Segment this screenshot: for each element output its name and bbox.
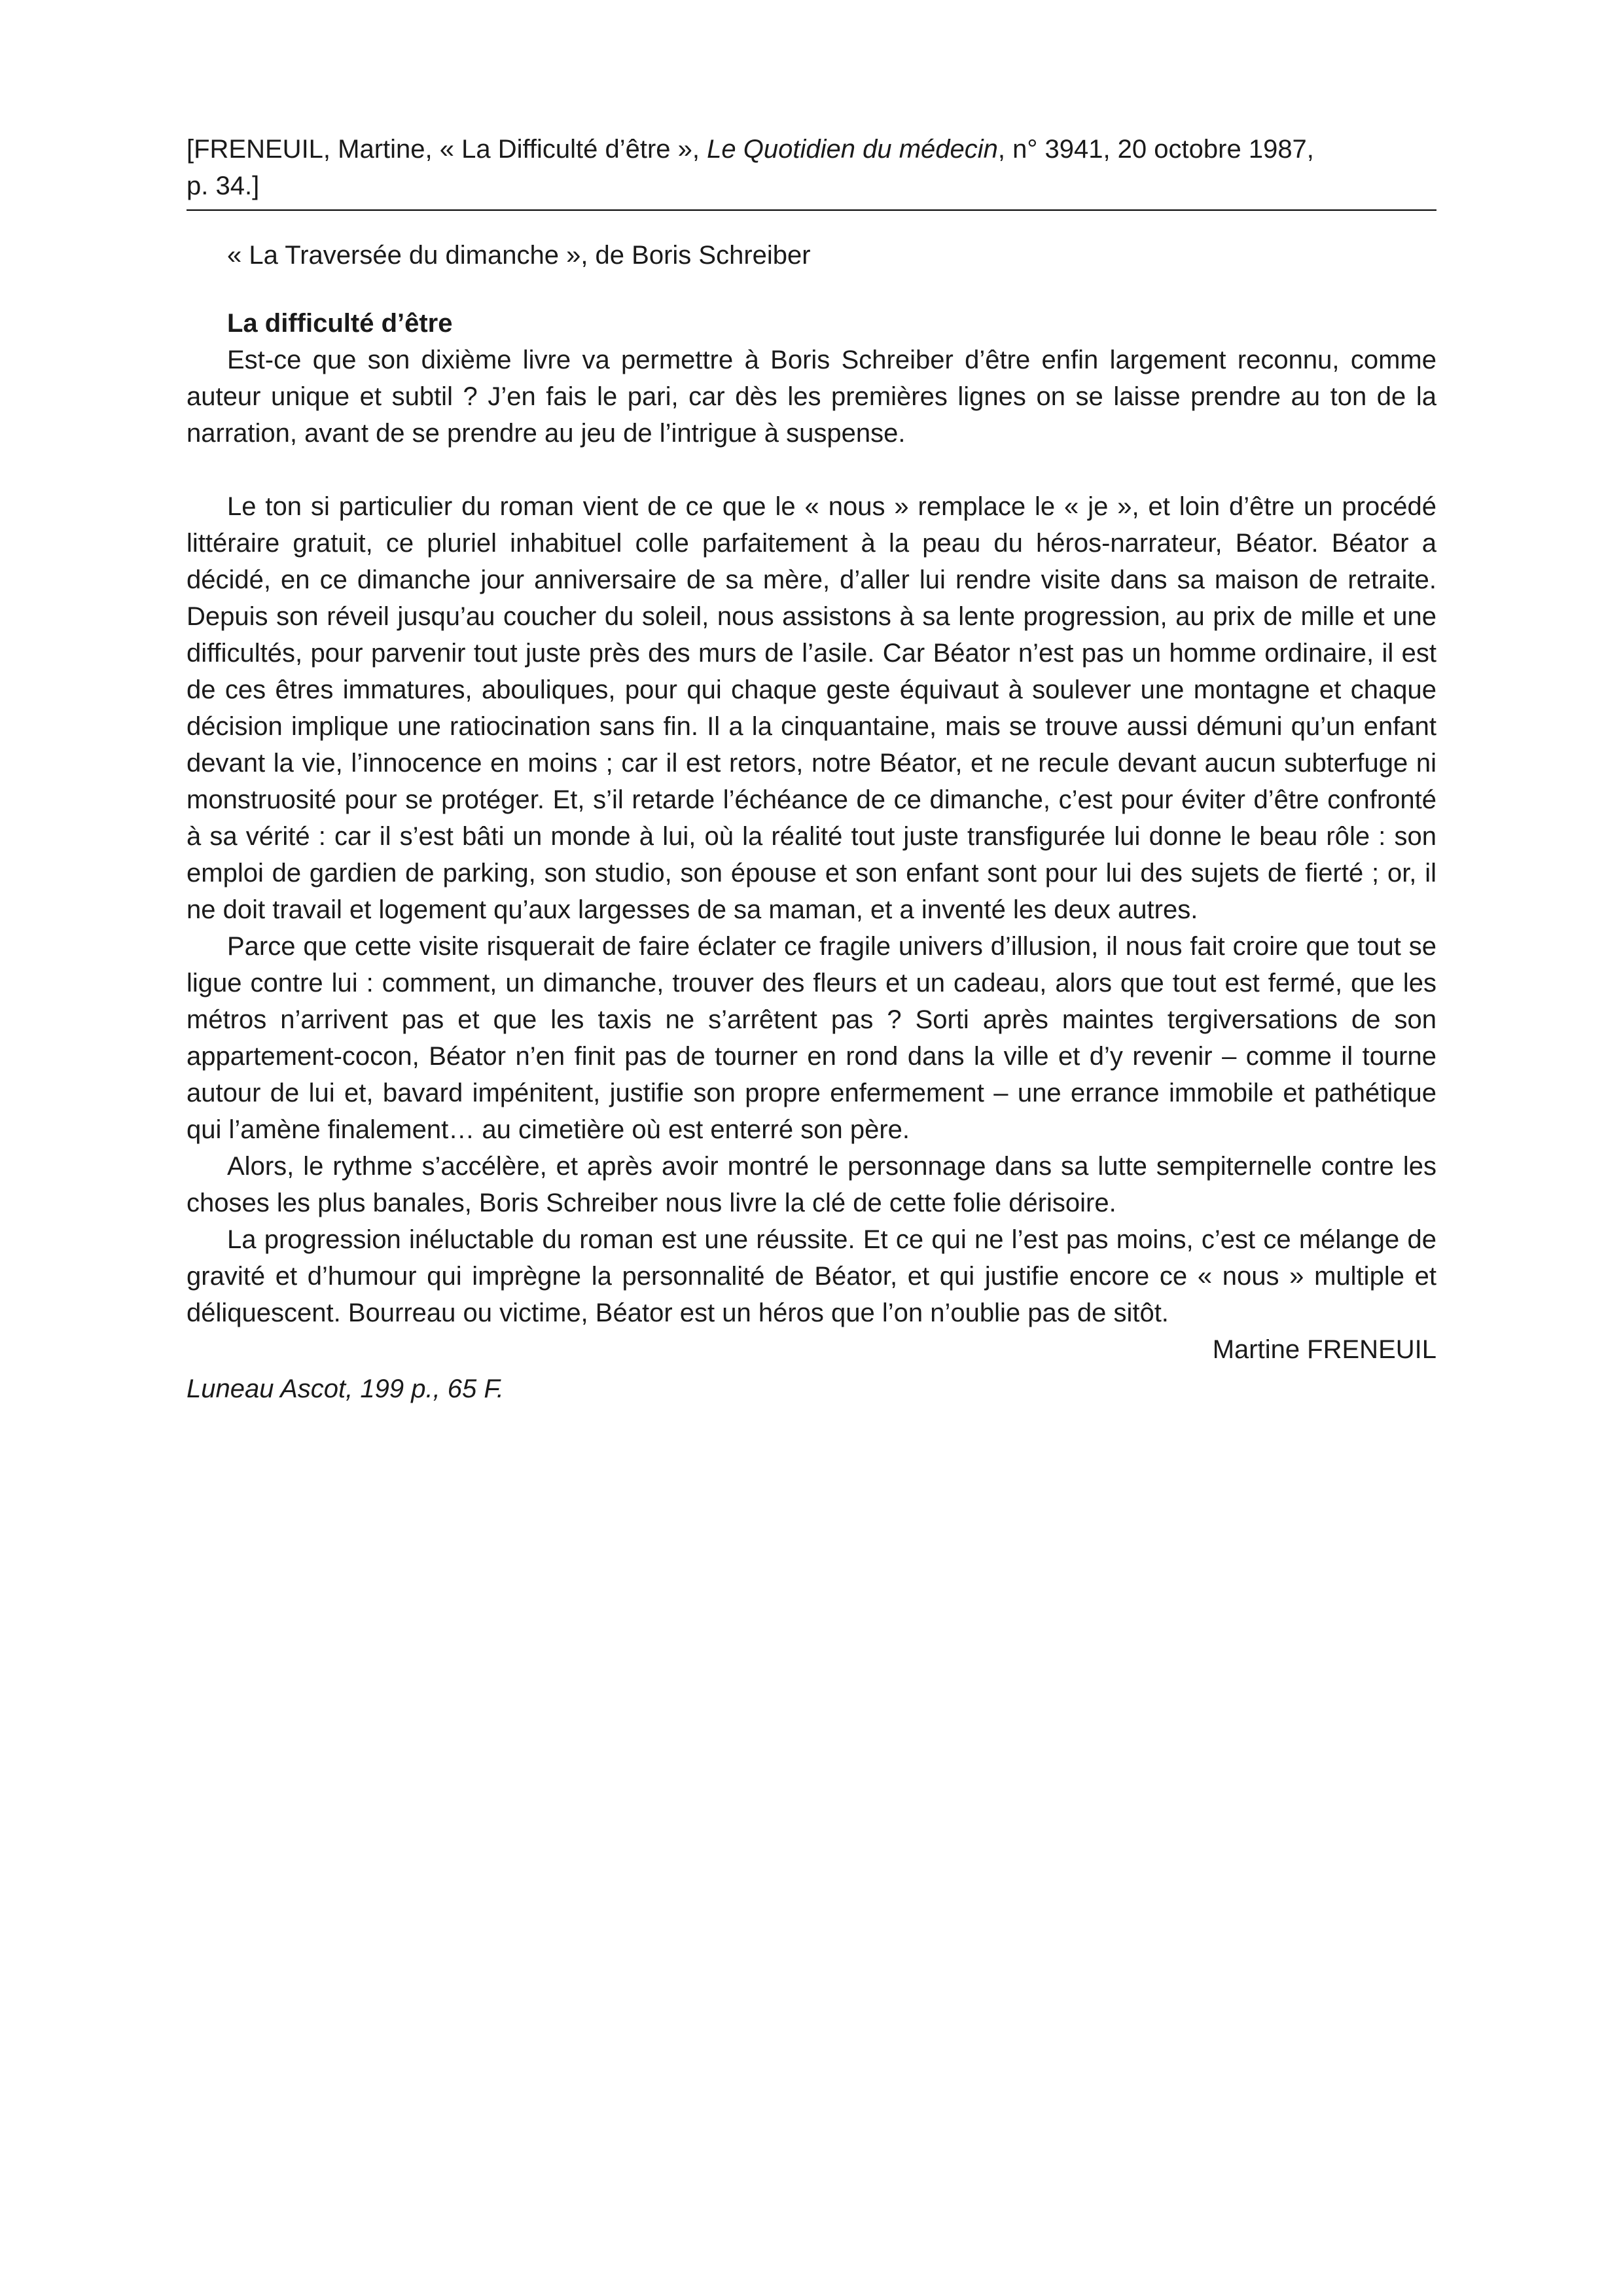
citation-prefix: [FRENEUIL, Martine, « La Difficulté d’être », bbox=[187, 135, 707, 164]
book-title-line: « La Traversée du dimanche », de Boris Schreiber bbox=[227, 241, 811, 270]
author-signature: Martine FRENEUIL bbox=[1212, 1335, 1436, 1364]
paragraph-gap bbox=[187, 452, 1436, 488]
document-page bbox=[187, 131, 1436, 1407]
paragraph-body: Alors, le rythme s’accélère, et après avoir montré le personnage dans sa lutte sempiternelle contre les choses les plus banales, Boris Schreiber nous livre la clé de cette folie dérisoire. bbox=[187, 1152, 1436, 1217]
paragraph-body: La progression inéluctable du roman est une réussite. Et ce qui ne l’est pas moins, c’est ce mélange de gravité et d’humour qui imprègne la personnalité de Béator, et qui justifie encore ce « nous » multiple et déliquescent. Bourreau ou victime, Béator est un héros que l’on n’oublie pas de sitôt. bbox=[187, 1225, 1436, 1327]
citation-journal: Le Quotidien du médecin bbox=[707, 135, 998, 164]
header-rule bbox=[187, 209, 1436, 211]
citation-header bbox=[187, 131, 1436, 204]
publisher-info: Luneau Ascot, 199 p., 65 F. bbox=[187, 1374, 504, 1403]
paragraph-intro: Est-ce que son dixième livre va permettre à Boris Schreiber d’être enfin largement reconnu, comme auteur unique et subtil ? J’en fais le pari, car dès les premières lignes on se laisse prendre au ton de la narration, avant de se prendre au jeu de l’intrigue à suspense. bbox=[187, 346, 1436, 448]
paragraph-body: Parce que cette visite risquerait de faire éclater ce fragile univers d’illusion, il nous fait croire que tout se ligue contre lui : comment, un dimanche, trouver des fleurs et un cadeau, alors que tout est fermé, que les métros n’arrivent pas et que les taxis ne s’arrêtent pas ? Sorti après maintes tergiversations de son appartement-cocon, Béator n’en finit pas de tourner en rond dans la ville et d’y revenir – comme il tourne autour de lui et, bavard impénitent, justifie son propre enfermement – une errance immobile et pathétique qui l’amène finalement… au cimetière où est enterré son père. bbox=[187, 932, 1436, 1144]
citation-page: p. 34.] bbox=[187, 171, 260, 200]
citation-suffix: , n° 3941, 20 octobre 1987, bbox=[997, 135, 1314, 164]
article-heading: La difficulté d’être bbox=[227, 309, 453, 338]
paragraph-body: Le ton si particulier du roman vient de ce que le « nous » remplace le « je », et loin d’être un procédé littéraire gratuit, ce pluriel inhabituel colle parfaitement à la peau du héros-narrateur, Béator. Béator a décidé, en ce dimanche jour anniversaire de sa mère, d’aller lui rendre visite dans sa maison de retraite. Depuis son réveil jusqu’au coucher du soleil, nous assistons à sa lente progression, au prix de mille et une difficultés, pour parvenir tout juste près des murs de l’asile. Car Béator n’est pas un homme ordinaire, il est de ces êtres immatures, abouliques, pour qui chaque geste équivaut à soulever une montagne et chaque décision implique une ratiocination sans fin. Il a la cinquantaine, mais se trouve aussi démuni qu’un enfant devant la vie, l’innocence en moins ; car il est retors, notre Béator, et ne recule devant aucun subterfuge ni monstruosité pour se protéger. Et, s’il retarde l’échéance de ce dimanche, c’est pour éviter d’être confronté à sa vérité : car il s’est bâti un monde à lui, où la réalité tout juste transfigurée lui donne le beau rôle : son emploi de gardien de parking, son studio, son épouse et son enfant sont pour lui des sujets de fierté ; or, il ne doit travail et logement qu’aux largesses de sa maman, et a inventé les deux autres. bbox=[187, 492, 1436, 924]
